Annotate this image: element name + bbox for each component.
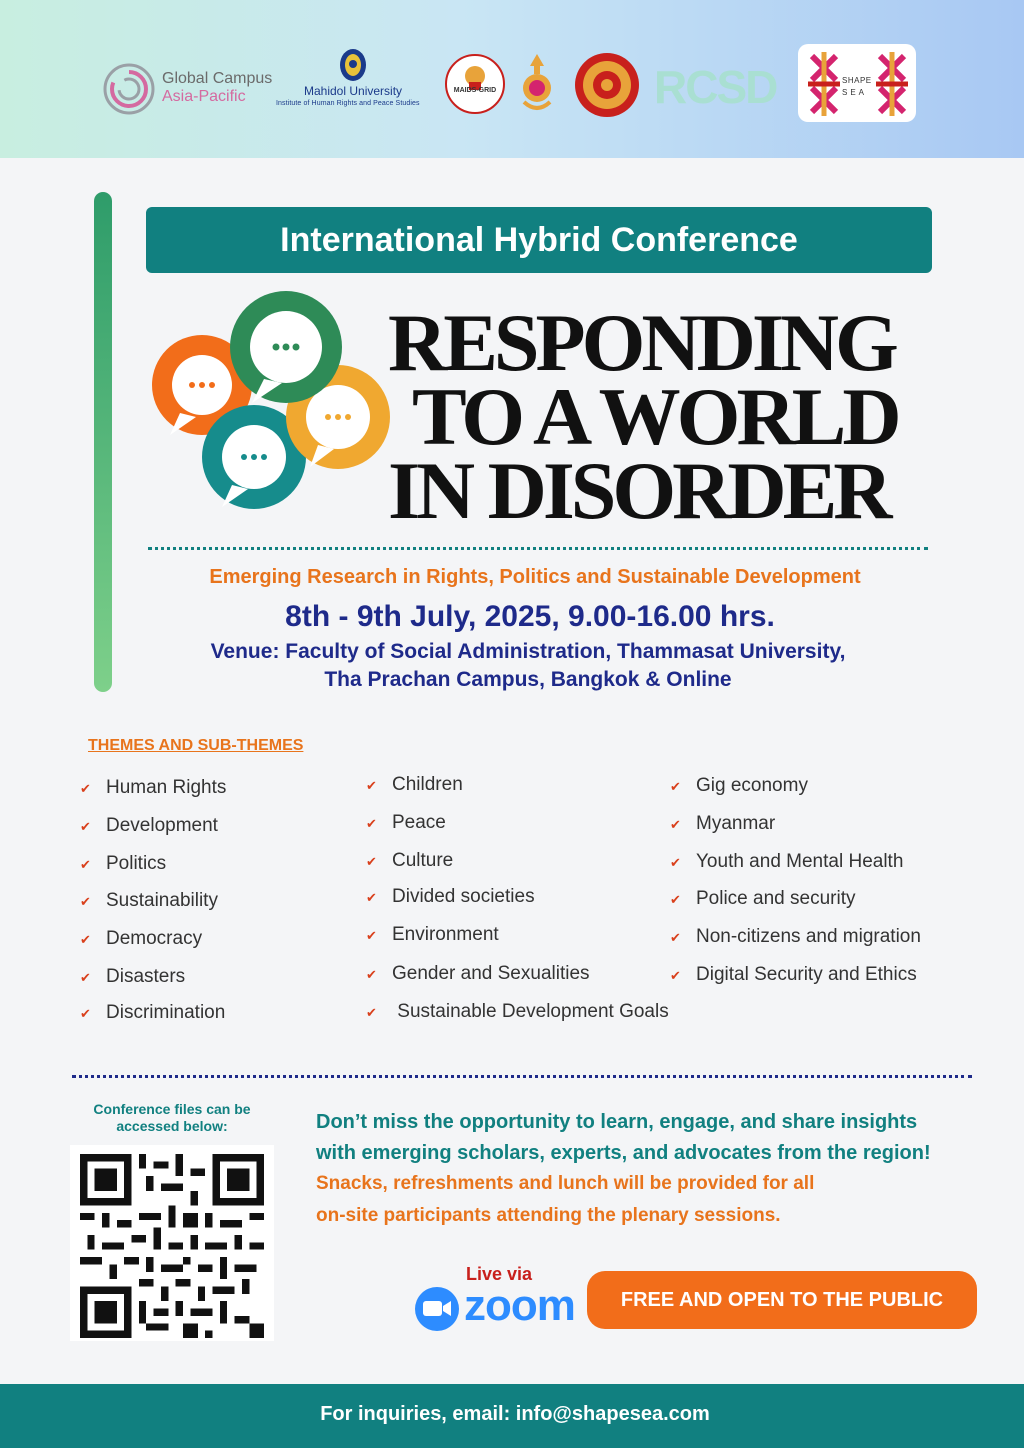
conference-banner: International Hybrid Conference — [146, 207, 932, 273]
themes-heading: THEMES AND SUB-THEMES — [88, 737, 304, 754]
check-icon: ✔ — [80, 932, 91, 947]
check-icon: ✔ — [80, 781, 91, 796]
theme-item: Sustainability — [106, 890, 218, 911]
shape-sea-text-2: SEA — [842, 88, 868, 97]
theme-item: Peace — [392, 812, 446, 833]
theme-item: Sustainable Development Goals — [392, 1001, 669, 1022]
theme-item: Divided societies — [392, 886, 535, 907]
promo-line-2: with emerging scholars, experts, and advocates from the region! — [316, 1142, 931, 1164]
check-icon: ✔ — [80, 1006, 91, 1021]
promo-line-3: Snacks, refreshments and lunch will be provided for all — [316, 1173, 815, 1194]
theme-item: Myanmar — [696, 813, 776, 834]
theme-item: Human Rights — [106, 777, 227, 798]
thammasat-logo-icon — [574, 52, 640, 118]
free-open-public-button[interactable]: FREE AND OPEN TO THE PUBLIC — [587, 1271, 977, 1329]
check-icon: ✔ — [80, 894, 91, 909]
qr-label-line-2: accessed below: — [116, 1118, 228, 1134]
mahidol-institute: Institute of Human Rights and Peace Studies — [276, 100, 420, 107]
check-icon: ✔ — [366, 854, 377, 869]
check-icon: ✔ — [80, 819, 91, 834]
rcsd-logo: RCSD — [654, 61, 777, 113]
check-icon: ✔ — [670, 930, 681, 945]
conference-subtitle: Emerging Research in Rights, Politics and Sustainable Development — [209, 566, 861, 588]
inquiry-email[interactable]: For inquiries, email: info@shapesea.com — [320, 1403, 710, 1425]
theme-item: Youth and Mental Health — [696, 851, 904, 872]
qr-label-line-1: Conference files can be — [93, 1101, 251, 1117]
check-icon: ✔ — [670, 892, 681, 907]
venue-line-2: Tha Prachan Campus, Bangkok & Online — [324, 668, 732, 691]
check-icon: ✔ — [366, 778, 377, 793]
conference-dates: 8th - 9th July, 2025, 9.00-16.00 hrs. — [285, 600, 775, 633]
check-icon: ✔ — [670, 779, 681, 794]
theme-item: Disasters — [106, 966, 186, 987]
title-line-1: RESPONDING — [388, 297, 895, 388]
theme-item: Non-citizens and migration — [696, 926, 921, 947]
qr-label — [72, 1101, 272, 1135]
check-icon: ✔ — [670, 968, 681, 983]
mahidol-name: Mahidol University — [304, 84, 403, 98]
theme-item: Democracy — [106, 928, 203, 949]
theme-item: Culture — [392, 850, 454, 871]
global-campus-name: Global Campus — [162, 70, 273, 87]
check-icon: ✔ — [670, 817, 681, 832]
venue-line-1: Venue: Faculty of Social Administration, Thammasat University, — [210, 640, 846, 663]
qr-code-icon[interactable] — [78, 1154, 266, 1338]
check-icon: ✔ — [366, 928, 377, 943]
theme-item: Gender and Sexualities — [392, 963, 590, 984]
speech-bubbles-icon — [140, 285, 410, 515]
check-icon: ✔ — [366, 816, 377, 831]
maids-grid-logo-icon — [445, 54, 505, 114]
check-icon: ✔ — [366, 967, 377, 982]
theme-item: Police and security — [696, 888, 856, 909]
title-line-3: IN DISORDER — [388, 445, 889, 536]
maids-grid-name: MAIDS-GRID — [453, 87, 497, 94]
check-icon: ✔ — [366, 890, 377, 905]
dotted-divider-bottom — [72, 1075, 972, 1078]
theme-item: Development — [106, 815, 218, 836]
theme-item: Children — [392, 774, 463, 795]
global-campus-logo-icon — [102, 62, 156, 116]
promo-line-4: on-site participants attending the plenary sessions. — [316, 1205, 781, 1226]
title-line-2: TO A WORLD — [412, 371, 898, 462]
shape-sea-left-pattern-icon — [808, 52, 840, 116]
promo-line-1: Don’t miss the opportunity to learn, engage, and share insights — [316, 1111, 918, 1133]
global-campus-region: Asia-Pacific — [162, 88, 246, 105]
zoom-wordmark: zoom — [464, 1281, 575, 1330]
live-via-label: Live via — [466, 1264, 533, 1284]
chulalongkorn-logo-icon — [518, 52, 556, 114]
theme-item: Environment — [392, 924, 499, 945]
shape-sea-right-pattern-icon — [876, 52, 908, 116]
theme-item: Politics — [106, 853, 167, 874]
check-icon: ✔ — [80, 970, 91, 985]
theme-item: Discrimination — [106, 1002, 226, 1023]
mahidol-seal-icon — [338, 48, 368, 82]
check-icon: ✔ — [366, 1005, 377, 1020]
shape-sea-text-1: SHAPE — [842, 76, 872, 85]
theme-item: Gig economy — [696, 775, 808, 796]
check-icon: ✔ — [80, 857, 91, 872]
dotted-divider-top — [148, 547, 928, 550]
check-icon: ✔ — [670, 855, 681, 870]
zoom-camera-icon — [414, 1286, 460, 1332]
theme-item: Digital Security and Ethics — [696, 964, 917, 985]
